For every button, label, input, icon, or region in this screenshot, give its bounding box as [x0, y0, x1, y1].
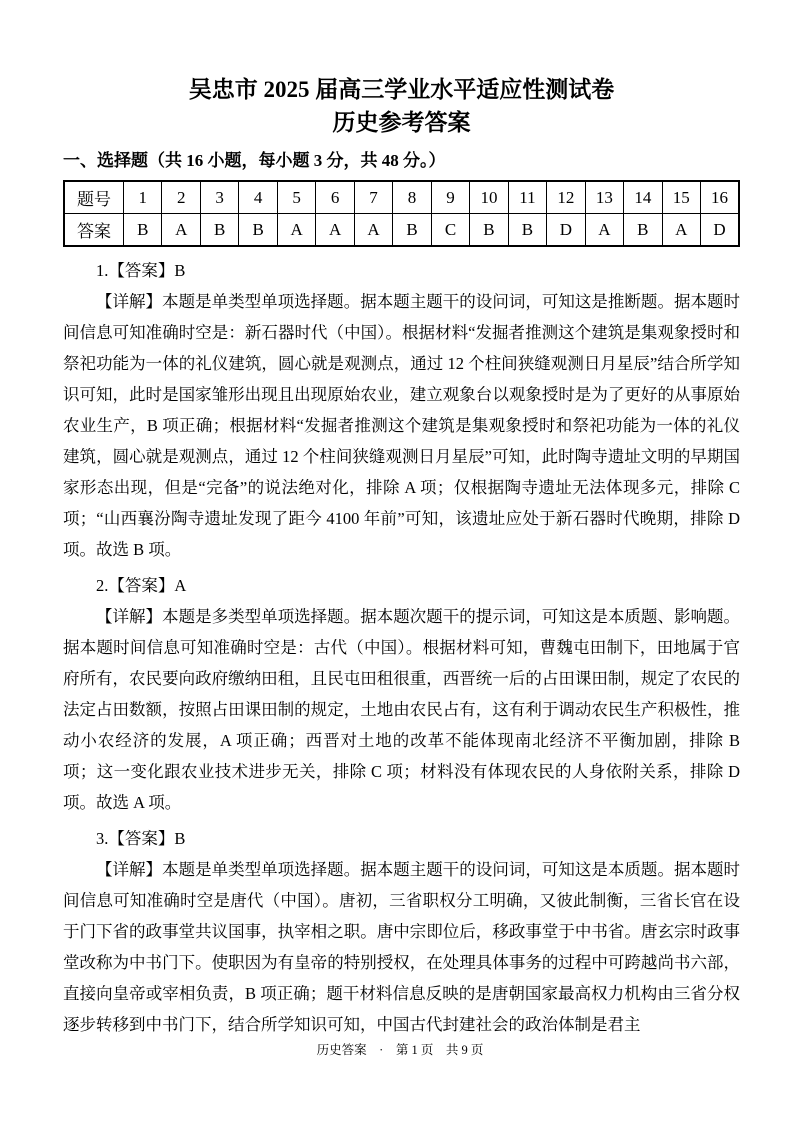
answer-letter-cell: A [162, 214, 200, 247]
answer-letter-cell: A [662, 214, 700, 247]
question-number-cell: 8 [393, 181, 431, 214]
answer-letter-cell: B [239, 214, 277, 247]
answer-block [63, 823, 740, 1040]
section-heading: 一、选择题（共 16 小题，每小题 3 分，共 48 分。） [63, 151, 446, 170]
answer-heading: 1.【答案】B [96, 261, 186, 280]
question-number-row-label: 题号 [64, 181, 124, 214]
table-row [64, 181, 739, 214]
detailed-answers-container [63, 255, 740, 1040]
page-title: 吴忠市 2025 届高三学业水平适应性测试卷 [188, 77, 615, 102]
question-number-cell: 4 [239, 181, 277, 214]
answer-letter-cell: A [316, 214, 354, 247]
question-number-cell: 5 [277, 181, 315, 214]
answer-letter-cell: A [585, 214, 623, 247]
answer-letter-cell: A [354, 214, 392, 247]
question-number-cell: 15 [662, 181, 700, 214]
question-number-cell: 6 [316, 181, 354, 214]
question-number-cell: 13 [585, 181, 623, 214]
answer-block [63, 570, 740, 818]
answer-letter-cell: B [624, 214, 662, 247]
answer-letter-cell: D [547, 214, 585, 247]
question-number-cell: 3 [200, 181, 238, 214]
question-number-cell: 2 [162, 181, 200, 214]
page-subtitle: 历史参考答案 [332, 110, 471, 135]
question-number-cell: 7 [354, 181, 392, 214]
answer-letter-cell: A [277, 214, 315, 247]
answer-letter-cell: B [124, 214, 162, 247]
question-number-cell: 10 [470, 181, 508, 214]
question-number-cell: 12 [547, 181, 585, 214]
answer-letter-cell: B [200, 214, 238, 247]
answer-letter-cell: B [508, 214, 546, 247]
answer-letter-cell: C [431, 214, 469, 247]
answer-row-label: 答案 [64, 214, 124, 247]
question-number-cell: 14 [624, 181, 662, 214]
table-row [64, 214, 739, 247]
question-number-cell: 11 [508, 181, 546, 214]
page-footer: 历史答案 · 第 1 页 共 9 页 [316, 1043, 484, 1057]
answer-letter-cell: D [701, 214, 739, 247]
question-number-cell: 9 [431, 181, 469, 214]
answer-block [63, 255, 740, 565]
answer-explanation: 【详解】本题是多类型单项选择题。据本题次题干的提示词，可知这是本质题、影响题。据本题时间信息可知准确时空是：古代（中国）。根据材料可知，曹魏屯田制下，田地属于官府所有，农民要向政府缴纳田租，且民屯田租很重，西晋统一后的占田课田制，规定了农民的法定占田数额，按照占田课田制的规定，土地由农民占有，这有利于调动农民生产积极性，推动小农经济的发展，A 项正确；西晋对土地的改革不能体现南北经济不平衡加剧，排除 B 项；这一变化跟农业技术进步无关，排除 C 项；材料没有体现农民的人身依附关系，排除 D 项。故选 A 项。 [63, 607, 740, 812]
answer-explanation: 【详解】本题是单类型单项选择题。据本题主题干的设问词，可知这是本质题。据本题时间信息可知准确时空是唐代（中国）。唐初，三省职权分工明确，又彼此制衡，三省长官在设于门下省的政事堂共议国事，执宰相之职。唐中宗即位后，移政事堂于中书省。唐玄宗时政事堂改称为中书门下。使职因为有皇帝的特别授权，在处理具体事务的过程中可跨越尚书六部，直接向皇帝或宰相负责，B 项正确；题干材料信息反映的是唐朝国家最高权力机构由三省分权逐步转移到中书门下，结合所学知识可知，中国古代封建社会的政治体制是君主 [63, 860, 740, 1034]
question-number-cell: 16 [701, 181, 739, 214]
answer-explanation: 【详解】本题是单类型单项选择题。据本题主题干的设问词，可知这是推断题。据本题时间信息可知准确时空是：新石器时代（中国）。根据材料“发掘者推测这个建筑是集观象授时和祭祀功能为一体的礼仪建筑，圆心就是观测点，通过 12 个柱间狭缝观测日月星辰”结合所学知识可知，此时是国家雏形出现且出现原始农业，建立观象台以观象授时是为了更好的从事原始农业生产，B 项正确；根据材料“发掘者推测这个建筑是集观象授时和祭祀功能为一体的礼仪建筑，圆心就是观测点，通过 12 个柱间狭缝观测日月星辰”可知，此时陶寺遗址文明的早期国家形态出现，但是“完备”的说法绝对化，排除 A 项；仅根据陶寺遗址无法体现多元，排除 C 项；“山西襄汾陶寺遗址发现了距今 4100 年前”可知，该遗址应处于新石器时代晚期，排除 D 项。故选 B 项。 [63, 292, 740, 559]
answer-letter-cell: B [470, 214, 508, 247]
question-number-cell: 1 [124, 181, 162, 214]
answer-letter-cell: B [393, 214, 431, 247]
answer-heading: 2.【答案】A [96, 576, 187, 595]
answer-heading: 3.【答案】B [96, 829, 186, 848]
answer-table [63, 180, 740, 247]
